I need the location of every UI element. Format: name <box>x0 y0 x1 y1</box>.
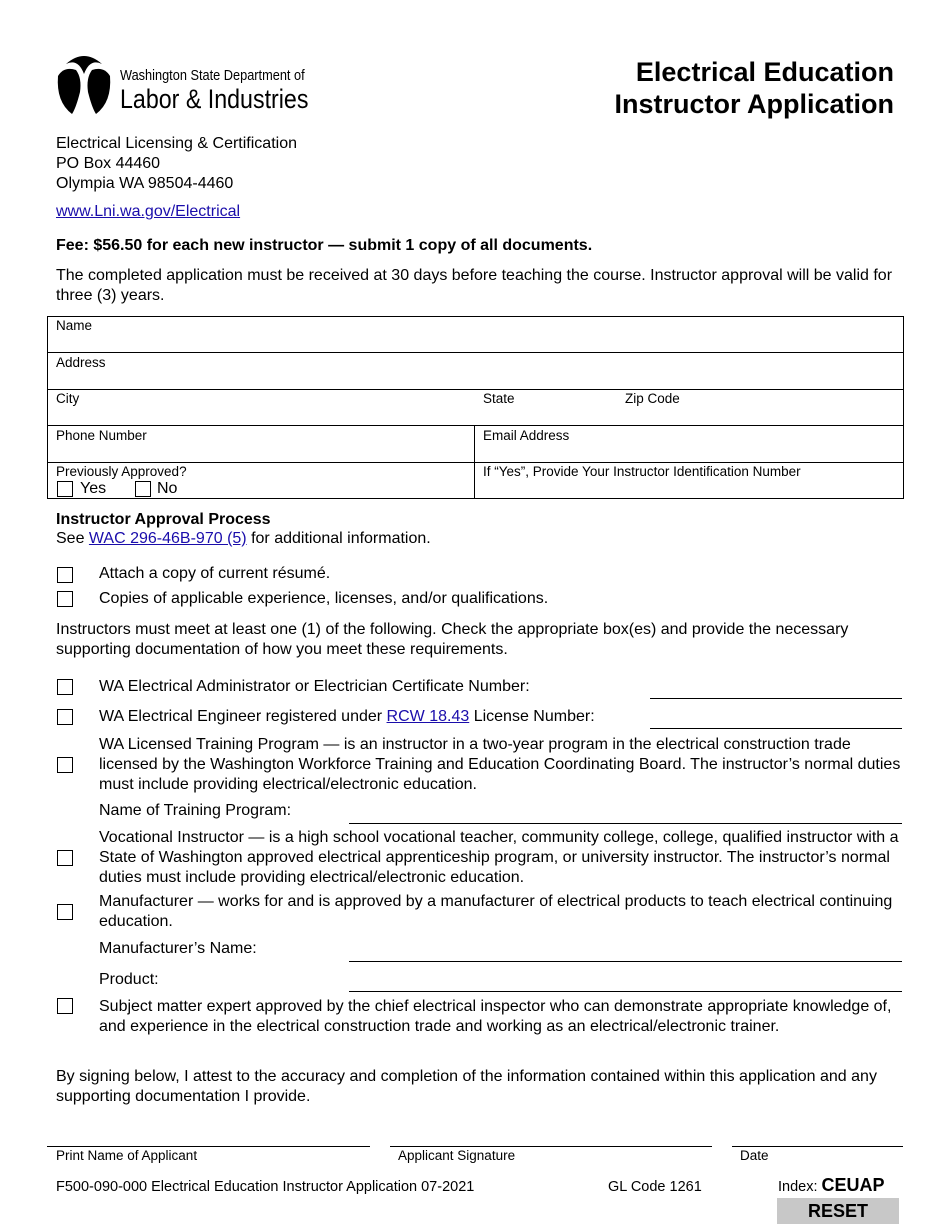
training-name-label: Name of Training Program: <box>99 802 292 819</box>
yes-label: Yes <box>80 480 107 497</box>
divider <box>47 462 904 463</box>
training-program-checkbox[interactable] <box>57 757 73 773</box>
date-line[interactable] <box>732 1146 903 1147</box>
engineer-label <box>99 707 595 727</box>
city-label: City <box>56 391 80 406</box>
page-title <box>474 56 894 120</box>
copies-checkbox[interactable] <box>57 591 73 607</box>
website-link[interactable]: www.Lni.wa.gov/Electrical <box>56 203 241 220</box>
email-input[interactable] <box>476 444 903 461</box>
previously-approved-label: Previously Approved? <box>56 464 187 479</box>
contact-line: PO Box 44460 <box>56 155 161 172</box>
admin-cert-checkbox[interactable] <box>57 679 73 695</box>
contact-block <box>56 134 297 194</box>
print-name-line[interactable] <box>47 1146 370 1147</box>
address-label: Address <box>56 355 106 370</box>
address-input[interactable] <box>48 371 903 388</box>
see-suffix: for additional information. <box>246 530 431 547</box>
gl-code: GL Code 1261 <box>608 1179 702 1195</box>
divider <box>47 352 904 353</box>
divider <box>47 389 904 390</box>
title-line-2: Instructor Application <box>614 89 894 119</box>
admin-cert-number-input[interactable] <box>650 698 902 699</box>
contact-line: Olympia WA 98504-4460 <box>56 175 234 192</box>
city-input[interactable] <box>48 407 473 424</box>
title-line-1: Electrical Education <box>635 57 894 87</box>
manufacturer-checkbox[interactable] <box>57 904 73 920</box>
engineer-license-input[interactable] <box>650 728 902 729</box>
print-name-label: Print Name of Applicant <box>56 1148 198 1163</box>
training-program-text: WA Licensed Training Program — is an instructor in a two-year program in the electrical construction trade licensed by the Washington Workforce Training and Education Coordinating Board. The instructor’s normal duties must include providing electrical/electronic education. <box>99 736 901 793</box>
vocational-checkbox[interactable] <box>57 850 73 866</box>
date-label: Date <box>740 1148 769 1163</box>
manufacturer-text: Manufacturer — works for and is approved by a manufacturer of electrical products to teach electrical continuing education. <box>99 893 893 930</box>
zip-label: Zip Code <box>625 391 680 406</box>
process-heading: Instructor Approval Process <box>56 511 271 528</box>
phone-input[interactable] <box>48 444 473 461</box>
see-wac-line <box>56 529 431 549</box>
attestation-text: By signing below, I attest to the accuracy and completion of the information contained within this application and any supporting documentation I provide. <box>56 1068 877 1105</box>
see-prefix: See <box>56 530 89 547</box>
product-input[interactable] <box>349 991 902 992</box>
sme-text: Subject matter expert approved by the chief electrical inspector who can demonstrate appropriate knowledge of, and experience in the electrical construction trade and working as an electrical/electronic trainer. <box>99 998 892 1035</box>
rcw-link[interactable]: RCW 18.43 <box>386 708 470 725</box>
instructor-id-label: If “Yes”, Provide Your Instructor Identification Number <box>483 464 801 479</box>
training-name-input[interactable] <box>349 823 902 824</box>
engineer-checkbox[interactable] <box>57 709 73 725</box>
index-value: CEUAP <box>821 1175 885 1195</box>
name-input[interactable] <box>48 334 903 351</box>
manufacturer-name-label: Manufacturer’s Name: <box>99 940 257 957</box>
vocational-text: Vocational Instructor — is a high school vocational teacher, community college, college, qualified instructor with a State of Washington approved electrical apprenticeship program, or university instructor. The instructor’s normal duties must include providing electrical/electronic education. <box>99 829 899 886</box>
admin-cert-label: WA Electrical Administrator or Electrician Certificate Number: <box>99 678 530 695</box>
engineer-suffix: License Number: <box>469 708 595 725</box>
signature-label: Applicant Signature <box>398 1148 516 1163</box>
requirements-text: Instructors must meet at least one (1) of the following. Check the appropriate box(es) and provide the necessary supporting documentation of how you meet these requirements. <box>56 621 849 658</box>
resume-checkbox[interactable] <box>57 567 73 583</box>
signature-line[interactable] <box>390 1146 712 1147</box>
logo-agency-line: Washington State Department of <box>120 68 305 84</box>
reset-button[interactable]: RESET <box>777 1198 899 1224</box>
intro-text: The completed application must be received at 30 days before teaching the course. Instructor approval will be valid for three (3) years. <box>56 267 893 304</box>
divider <box>47 425 904 426</box>
copies-label: Copies of applicable experience, licenses, and/or qualifications. <box>99 590 549 607</box>
instructor-id-input[interactable] <box>476 480 903 498</box>
sme-checkbox[interactable] <box>57 998 73 1014</box>
approved-no-checkbox[interactable] <box>135 481 151 497</box>
phone-label: Phone Number <box>56 428 147 443</box>
index-label: Index: <box>778 1179 822 1195</box>
zip-input[interactable] <box>625 407 903 424</box>
form-id: F500-090-000 Electrical Education Instructor Application 07-2021 <box>56 1179 475 1195</box>
divider <box>474 425 475 499</box>
fee-notice: Fee: $56.50 for each new instructor — submit 1 copy of all documents. <box>56 237 593 254</box>
resume-label: Attach a copy of current résumé. <box>99 565 331 582</box>
engineer-prefix: WA Electrical Engineer registered under <box>99 708 387 725</box>
no-label: No <box>157 480 178 497</box>
wac-link[interactable]: WAC 296-46B-970 (5) <box>88 530 247 547</box>
index-code <box>778 1175 885 1197</box>
manufacturer-name-input[interactable] <box>349 961 902 962</box>
state-label: State <box>483 391 515 406</box>
logo-agency-name: Labor & Industries <box>120 84 309 114</box>
email-label: Email Address <box>483 428 570 443</box>
name-label: Name <box>56 318 93 333</box>
state-input[interactable] <box>483 407 613 424</box>
approved-yes-checkbox[interactable] <box>57 481 73 497</box>
contact-line: Electrical Licensing & Certification <box>56 135 297 152</box>
product-label: Product: <box>99 971 159 988</box>
lni-logo-icon <box>54 54 114 116</box>
